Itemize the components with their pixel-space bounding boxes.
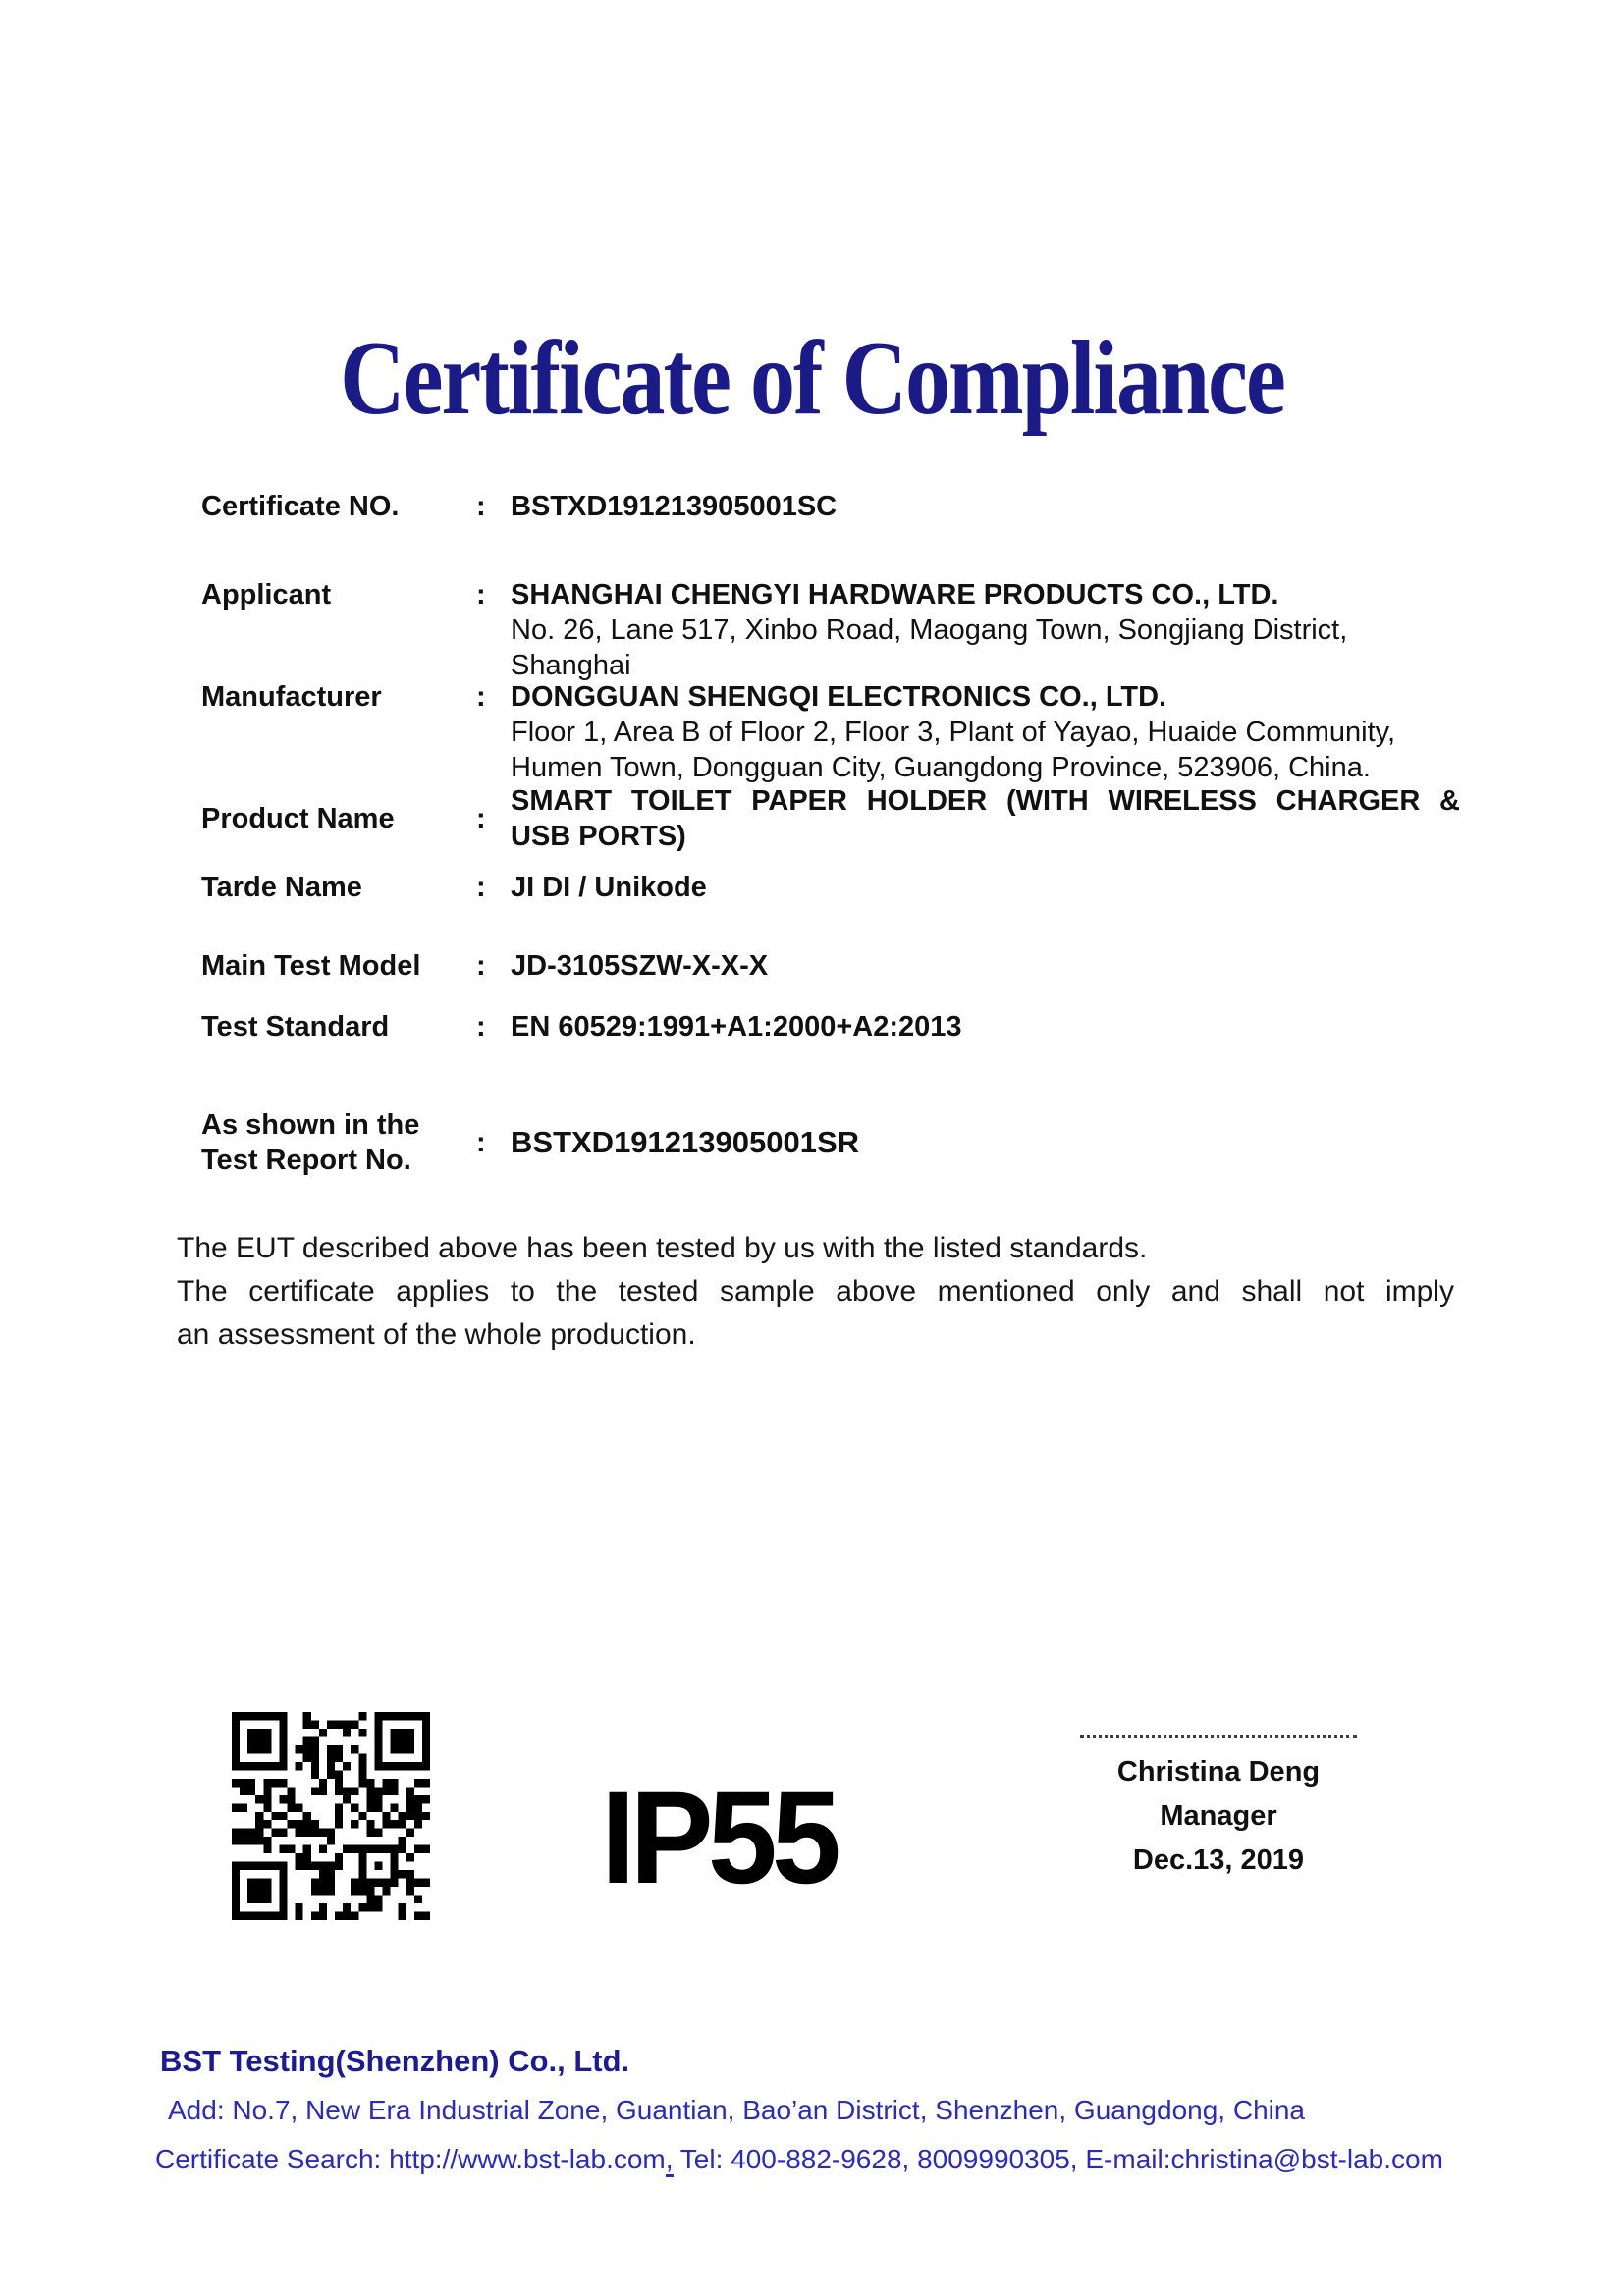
field-colon: : — [476, 491, 486, 522]
footer-address: Add: No.7, New Era Industrial Zone, Guantian, Bao’an District, Shenzhen, Guangdong, China — [168, 2095, 1306, 2125]
field-label: Manufacturer — [201, 681, 382, 713]
product-name-value — [511, 783, 1460, 854]
field-label: Tarde Name — [201, 872, 362, 903]
field-label: Certificate NO. — [201, 491, 400, 522]
applicant-address-line2: Shanghai — [511, 650, 631, 681]
footer-search-url: Certificate Search: http://www.bst-lab.com — [155, 2144, 666, 2174]
field-label — [201, 1107, 476, 1178]
applicant-address-line1: No. 26, Lane 517, Xinbo Road, Maogang Town, Songjiang District, — [511, 614, 1348, 646]
footer-company-name: BST Testing(Shenzhen) Co., Ltd. — [160, 2044, 630, 2078]
signatory-title: Manager — [1160, 1800, 1277, 1832]
footer-contact-rest: Tel: 400-882-9628, 8009990305, E-mail:christina@bst-lab.com — [673, 2144, 1443, 2174]
page-title — [0, 316, 1624, 437]
field-row-certificate-no — [201, 489, 1460, 524]
manufacturer-name: DONGGUAN SHENGQI ELECTRONICS CO., LTD. — [511, 681, 1167, 713]
test-report-value: BSTXD191213905001SR — [511, 1125, 860, 1159]
footer-contact-line — [155, 2144, 1443, 2175]
test-standard-value: EN 60529:1991+A1:2000+A2:2013 — [511, 1011, 962, 1042]
applicant-value — [511, 577, 1460, 683]
test-report-label-line1: As shown in the — [201, 1109, 420, 1141]
field-row-applicant — [201, 577, 1460, 683]
field-colon: : — [476, 872, 486, 903]
signatory-name: Christina Deng — [1116, 1756, 1321, 1788]
field-colon: : — [476, 1127, 486, 1158]
field-row-test-standard — [201, 1009, 1460, 1044]
manufacturer-address-line1: Floor 1, Area B of Floor 2, Floor 3, Plant of Yayao, Huaide Community, — [511, 717, 1396, 748]
product-name-line2: USB PORTS) — [511, 821, 686, 852]
field-row-trade-name — [201, 870, 1460, 905]
statement-paragraph — [177, 1227, 1454, 1357]
signature-dotted-line — [1080, 1735, 1357, 1738]
field-row-product-name — [201, 783, 1460, 854]
field-label: Test Standard — [201, 1011, 390, 1042]
field-row-main-test-model — [201, 948, 1460, 984]
field-row-manufacturer — [201, 679, 1460, 785]
signature-block — [1065, 1735, 1372, 1883]
field-label: Product Name — [201, 803, 395, 834]
statement-line3: an assessment of the whole production. — [177, 1318, 696, 1351]
field-label: Main Test Model — [201, 950, 421, 982]
page-title-text: Certificate of Compliance — [340, 318, 1284, 437]
certificate-no-value: BSTXD191213905001SC — [511, 491, 838, 522]
field-colon: : — [476, 579, 486, 611]
field-colon: : — [476, 950, 486, 982]
manufacturer-address-line2: Humen Town, Dongguan City, Guangdong Province, 523906, China. — [511, 752, 1371, 783]
signature-date: Dec.13, 2019 — [1132, 1844, 1305, 1876]
manufacturer-value — [511, 679, 1460, 785]
trade-name-value: JI DI / Unikode — [511, 872, 707, 903]
field-colon: : — [476, 803, 486, 834]
ip-rating-mark: IP55 — [601, 1765, 837, 1911]
field-colon: : — [476, 1011, 486, 1042]
test-report-label-line2: Test Report No. — [201, 1145, 411, 1176]
qr-code — [232, 1712, 430, 1920]
applicant-name: SHANGHAI CHENGYI HARDWARE PRODUCTS CO., LTD. — [511, 579, 1279, 611]
footer-search-comma: , — [666, 2144, 674, 2177]
field-label: Applicant — [201, 579, 332, 611]
main-test-model-value: JD-3105SZW-X-X-X — [511, 950, 769, 982]
statement-line2: The certificate applies to the tested sample above mentioned only and shall not imply — [177, 1275, 1454, 1308]
field-row-test-report — [201, 1107, 1460, 1178]
statement-line1: The EUT described above has been tested by us with the listed standards. — [177, 1232, 1148, 1264]
product-name-line1: SMART TOILET PAPER HOLDER (WITH WIRELESS CHARGER & — [511, 785, 1460, 817]
field-colon: : — [476, 681, 486, 713]
